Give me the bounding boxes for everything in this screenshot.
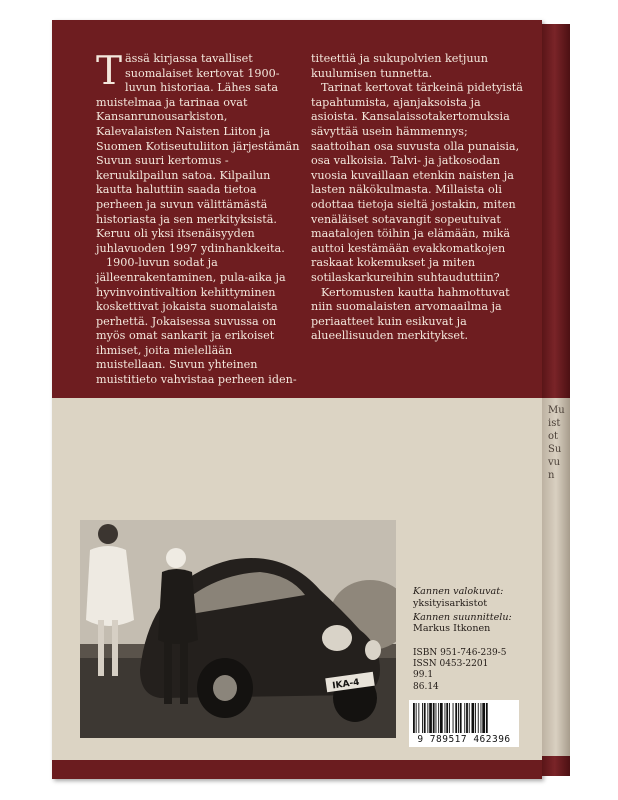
blurb-paragraph-4: Tarinat kertovat tärkeinä pidetyistä tapahtumista, ajanjaksoista ja asioista. Kansalaissotakertomuksia sävyttää usein hämmennys; saattoihan osa suvusta olla punaisia, osa valkoisia. Talvi- ja jatkosodan vuosia kuvaillaan etenkin naisten ja lasten näkökulmasta. Millaista oli odottaa tietoja sieltä jostakin, miten venäläiset sotavangit sopeutuivat maatalojen töihin ja elämään, mikä auttoi kestämään evakkomatkojen raskaat kokemukset ja miten sotilaskarkureihin suhtauduttiin? xyxy=(311,81,523,284)
blurb-left-column xyxy=(96,49,302,388)
photo-credit-label: Kannen valokuvat: xyxy=(413,586,504,597)
barcode-bar xyxy=(418,703,419,733)
barcode-bar xyxy=(486,703,488,733)
publication-codes xyxy=(413,648,523,693)
spine-text: Muistot Suvun xyxy=(548,405,565,481)
barcode-bar xyxy=(455,703,457,733)
cover-credits xyxy=(413,586,533,637)
barcode-bar xyxy=(464,703,465,733)
barcode-bar xyxy=(472,703,475,733)
drop-cap: T xyxy=(96,49,123,94)
barcode-bar xyxy=(453,703,454,733)
barcode xyxy=(409,700,519,747)
barcode-bar xyxy=(449,703,450,733)
blurb-paragraph-1 xyxy=(96,49,302,256)
barcode-bar xyxy=(427,703,428,733)
barcode-bars xyxy=(413,703,515,733)
barcode-bar xyxy=(438,703,439,733)
barcode-bar xyxy=(481,703,482,733)
barcode-bar xyxy=(413,703,415,733)
barcode-bar xyxy=(416,703,417,733)
barcode-bar xyxy=(475,703,476,733)
barcode-bar xyxy=(440,703,443,733)
barcode-bar xyxy=(482,703,485,733)
barcode-bar xyxy=(422,703,423,733)
barcode-bar xyxy=(446,703,448,733)
barcode-bar xyxy=(445,703,446,733)
barcode-bar xyxy=(424,703,426,733)
isbn: ISBN 951-746-239-5 xyxy=(413,648,507,658)
design-credit-value: Markus Itkonen xyxy=(413,623,491,635)
barcode-bar xyxy=(436,703,437,733)
barcode-bar xyxy=(458,703,459,733)
blurb-paragraph-2: 1900-luvun sodat ja jälleenrakentaminen, pula-aika ja hyvinvointivaltion kehittyminen koskettivat jokaista suomalaista perhettä. Jokaisessa suvussa on myös omat sankarit ja erikoiset ihmiset, joita mielellään muistellaan. Suvun yhteinen muistitieto vahvistaa perheen iden- xyxy=(96,256,297,387)
barcode-bar xyxy=(460,703,462,733)
barcode-bar xyxy=(466,703,468,733)
blurb-paragraph-3: titeettiä ja sukupolvien ketjuun kuulumisen tunnetta. xyxy=(311,52,488,80)
photo-credit-value: yksityisarkistot xyxy=(413,597,488,609)
issn: ISSN 0453-2201 xyxy=(413,659,489,670)
blurb-paragraph-5: Kertomusten kautta hahmottuvat niin suomalaisten arvomaailma ja periaatteet kuin esikuvat ja alueellisuuden merkitykset. xyxy=(311,285,510,343)
barcode-digits: 9 789517 462396 xyxy=(417,734,511,745)
barcode-bar xyxy=(429,703,432,733)
barcode-bar xyxy=(469,703,470,733)
class-code-2: 86.14 xyxy=(413,681,439,692)
license-plate-text: IKA-4 xyxy=(331,677,361,692)
blurb-text: ässä kirjassa tavalliset suomalaiset kertovat 1900-luvun historiaa. Lähes sata muistelmaa ja tarinaa ovat Kansanrunousarkiston, Kalevalaisten Naisten Liiton ja Suomen Kotiseutuliiton järjestämän Suvun suuri kertomus -keruukilpailun satoa. Kilpailun kautta haluttiin saada tietoa perheen ja suvun välittämästä historiasta ja sen merkityksistä. Keruu oli yksi itsenäisyyden juhlavuoden 1997 ydinhankkeita. xyxy=(96,52,300,255)
blurb-right-column xyxy=(311,52,523,344)
class-code-1: 99.1 xyxy=(413,670,434,681)
photo-illustration xyxy=(80,520,396,738)
cover-photograph xyxy=(80,520,396,738)
barcode-bar xyxy=(478,703,479,733)
barcode-bar xyxy=(433,703,435,733)
design-credit-label: Kannen suunnittelu: xyxy=(413,611,512,623)
